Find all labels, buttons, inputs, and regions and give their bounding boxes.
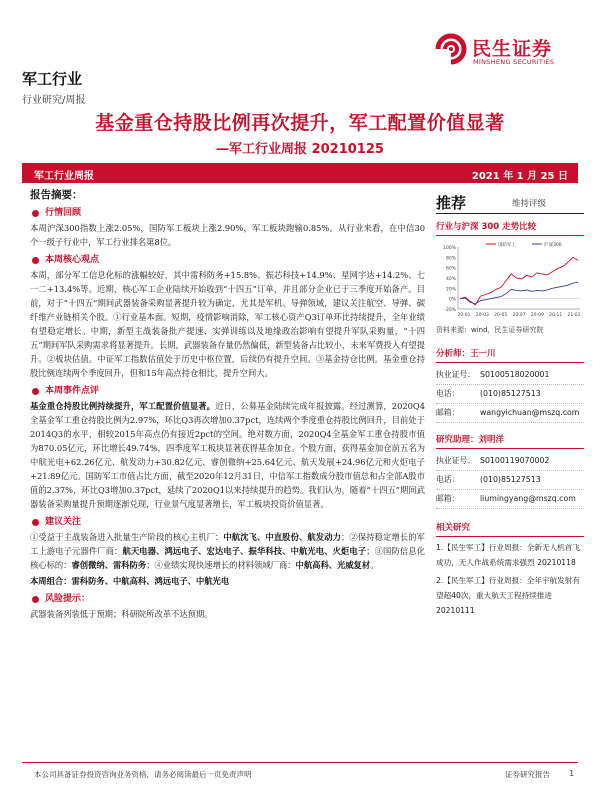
event-review-paragraph — [30, 399, 425, 511]
analyst-row — [436, 385, 584, 404]
section-title: 行情回顾 — [45, 208, 82, 218]
logo-subtext: MINSHENG SECURITIES — [473, 58, 555, 66]
rec-text: 。 — [370, 560, 379, 570]
x-tick-label: 20-09 — [530, 313, 544, 318]
analyst-heading: 分析师：王一川 — [436, 341, 584, 363]
event-lead: 基金重仓持股比例持续提升，军工配置价值显著。 — [30, 401, 216, 411]
assistant-row — [436, 471, 584, 490]
y-tick-label: 20% — [445, 287, 456, 293]
portfolio-stocks: 雷科防务、中航高科、鸿远电子、中航光电 — [71, 576, 230, 586]
risk-text: 武器装备列装低于预期；科研院所改革不达预期。 — [30, 609, 213, 619]
x-tick-label: 21-01 — [567, 313, 581, 318]
rec-stocks: 睿创微纳、雷科防务 — [71, 560, 147, 570]
series-line-0 — [460, 257, 578, 305]
core-view-text: 本周，部分军工信息化标的涨幅较好，其中雷科防务+15.8%、振芯科技+14.9%、星网宇达+14.2%、七一二+13.4%等。近期，核心军工企业陆续开始收到“十四五”订单，并且部分企业已于三季度开始备产。目前，对于“十四五”期间武器装备采购显著提升较为确定，尤其是军机、导弹领域，建议关注航空、导弹、碳纤维产业链相关个股。①行业基本面。短期，疫情影响消除，军工核心资产Q3订单环比持续提升，全年业绩有望稳定增长。中期，新型主战装备批产提速、实弹训练以及地缘政治影响有望提升军队采购量，“十四五”期间军队采购需求将显著提升。长期，武器装备存量仍然偏低，新型装备占比较小，未来军费投入有望提升。②板块估值。中证军工指数估值处于历史中枢位置，后续仍有提升空间。③基金持仓比例。基金重仓持股比例连续两个季度回升，但和15年高点持仓相比，提升空间大。 — [30, 270, 425, 378]
section-market-review — [30, 206, 425, 220]
assistant-row — [436, 490, 584, 509]
assistant-key: 邮箱： — [436, 494, 460, 503]
assistant-row — [436, 452, 584, 471]
rating-row — [436, 192, 584, 214]
industry-label: 军工行业 — [22, 70, 83, 88]
rating-value: 维持评级 — [512, 199, 547, 209]
x-tick-label: 20-11 — [549, 313, 563, 318]
analyst-value[interactable]: wangyichuan@mszq.com — [480, 408, 580, 417]
chart-heading: 行业与沪深 300 走势比较 — [436, 214, 584, 236]
x-tick-label: 20-03 — [475, 313, 489, 318]
rec-stocks: 中航沈飞、中直股份、航发动力 — [223, 532, 342, 542]
y-tick-label: -20% — [444, 308, 456, 313]
assistant-value: (010)85127513 — [480, 475, 541, 484]
y-tick-label: 80% — [445, 256, 456, 262]
trend-chart-svg — [436, 239, 584, 323]
sidebar — [436, 192, 584, 618]
bullet-icon — [32, 210, 39, 217]
report-title: 基金重仓持股比例再次提升，军工配置价值显著 — [95, 112, 505, 134]
footer-disclaimer: 本公司具备证券投资咨询业务资格，请务必阅读最后一页免责声明 — [34, 770, 252, 779]
summary-column — [30, 188, 425, 623]
rec-stocks: 航天电器、鸿远电子、宏达电子、振华科技、中航光电、火炬电子 — [122, 546, 367, 556]
report-type: 行业研究/周报 — [22, 95, 86, 106]
bullet-icon — [32, 257, 39, 264]
rec-stocks: 中航高科、光威复材 — [295, 560, 371, 570]
rec-text: ；④业绩实现快速增长的材料领域厂商： — [146, 560, 296, 570]
assistant-value: S0100119070002 — [480, 456, 550, 465]
related-heading: 相关研究 — [436, 515, 584, 537]
assistant-key: 执业证号： — [436, 456, 475, 465]
section-title: 本周事件点评 — [45, 386, 100, 396]
event-review-text: 近日，公募基金陆续完成年报披露。经过测算，2020Q4全基金军工重仓持股比例为2.97%，环比Q3再次增加0.37pct，连续两个季度重仓持股比例回升，目前处于2014Q3的水平，相较2015年高点仍有接近2pct的空间。绝对数方面，2020Q4全基金军工重仓持股市值为870.05亿元，环比增长49.74%，四季度军工板块显著获得基金加仓。个股方面，获得基金加仓前五名为中航光电+62.26亿元、航发动力+30.82亿元、睿创微纳+25.64亿元、航天发展+24.96亿元和火炬电子+21.89亿元。国防军工市值占比方面，截至2020年12月31日，中信军工指数成分股市值总和占全部A股市值的2.37%，环比Q3增加0.37pct，延续了2020Q1以来持续提升的趋势。我们认为，随着“十四五”期间武器装备采购量提升预期逐渐兑现，行业景气度显著增长，军工板块投资价值显著。 — [30, 401, 425, 509]
x-tick-label: 20-07 — [512, 313, 526, 318]
market-review-text: 本周沪深300指数上涨2.05%，国防军工板块上涨2.90%，军工板块跑输0.85%。从行业来看，在中信30个一级子行业中，军工行业排名第8位。 — [30, 223, 425, 247]
footer-label: 证券研究报告 — [505, 770, 550, 779]
company-logo — [434, 32, 584, 68]
y-tick-label: 100% — [443, 246, 456, 251]
analyst-row — [436, 366, 584, 385]
x-tick-label: 20-05 — [494, 313, 508, 318]
summary-heading: 报告摘要： — [30, 189, 83, 201]
recommendation-paragraph — [30, 530, 425, 572]
analyst-row — [436, 404, 584, 423]
section-title: 风险提示： — [45, 594, 91, 604]
related-research-list — [436, 540, 584, 618]
trend-chart — [436, 239, 584, 323]
legend-label: 国防军工 — [498, 243, 516, 248]
analyst-value: S0100518020001 — [480, 370, 550, 379]
y-tick-label: 40% — [445, 277, 456, 282]
analyst-key: 执业证号： — [436, 370, 475, 379]
rating-label: 推荐 — [436, 194, 467, 212]
analyst-key: 邮箱： — [436, 408, 460, 417]
bullet-icon — [32, 519, 39, 526]
assistant-info — [436, 452, 584, 509]
assistant-value[interactable]: liumingyang@mszq.com — [480, 494, 576, 503]
rec-text: ；③国防信息化核心标的： — [30, 546, 425, 570]
chart-source: 资料来源：wind，民生证券研究院 — [436, 326, 544, 334]
bullet-icon — [32, 388, 39, 395]
related-report-link[interactable]: 2.【民生军工】行业周报：全年宇航发射有望超40次，重大航天工程持续推进 20210111 — [436, 576, 580, 615]
section-risk — [30, 592, 425, 606]
y-tick-label: 60% — [445, 266, 456, 272]
logo-text: 民生证券 — [472, 38, 553, 60]
section-core-view — [30, 253, 425, 267]
assistant-key: 电话： — [436, 475, 460, 484]
logo-emblem-icon — [434, 32, 468, 66]
portfolio-line — [30, 574, 425, 588]
analyst-key: 电话： — [436, 389, 460, 398]
page-number: 1 — [569, 769, 574, 778]
bullet-icon — [32, 596, 39, 603]
section-event-review — [30, 384, 425, 398]
rec-text: ；②保持稳定增长的军工上游电子元器件厂商： — [30, 532, 425, 556]
x-tick-label: 20-01 — [457, 313, 471, 318]
section-title: 建议关注 — [45, 517, 82, 527]
y-tick-label: 0% — [448, 297, 456, 303]
footer — [22, 762, 578, 782]
analyst-info — [436, 366, 584, 423]
banner-date: 2021 年 1 月 25 日 — [471, 171, 568, 182]
banner-series: 军工行业周报 — [34, 171, 94, 182]
report-subtitle: —军工行业周报 20210125 — [216, 142, 384, 157]
legend-label: 沪深300 — [544, 243, 562, 248]
assistant-heading: 研究助理：刘明洋 — [436, 427, 584, 449]
portfolio-label: 本周组合： — [30, 576, 72, 586]
rec-text: ①受益于主战装备进入批量生产阶段的核心主机厂： — [30, 532, 224, 542]
report-banner — [22, 163, 578, 183]
section-recommendation — [30, 515, 425, 529]
section-title: 本周核心观点 — [45, 255, 100, 265]
related-report-link[interactable]: 1.【民生军工】行业周报：全新无人机首飞成功，无人作战系统需求强烈 20210118 — [436, 543, 580, 567]
analyst-value: (010)85127513 — [480, 389, 541, 398]
